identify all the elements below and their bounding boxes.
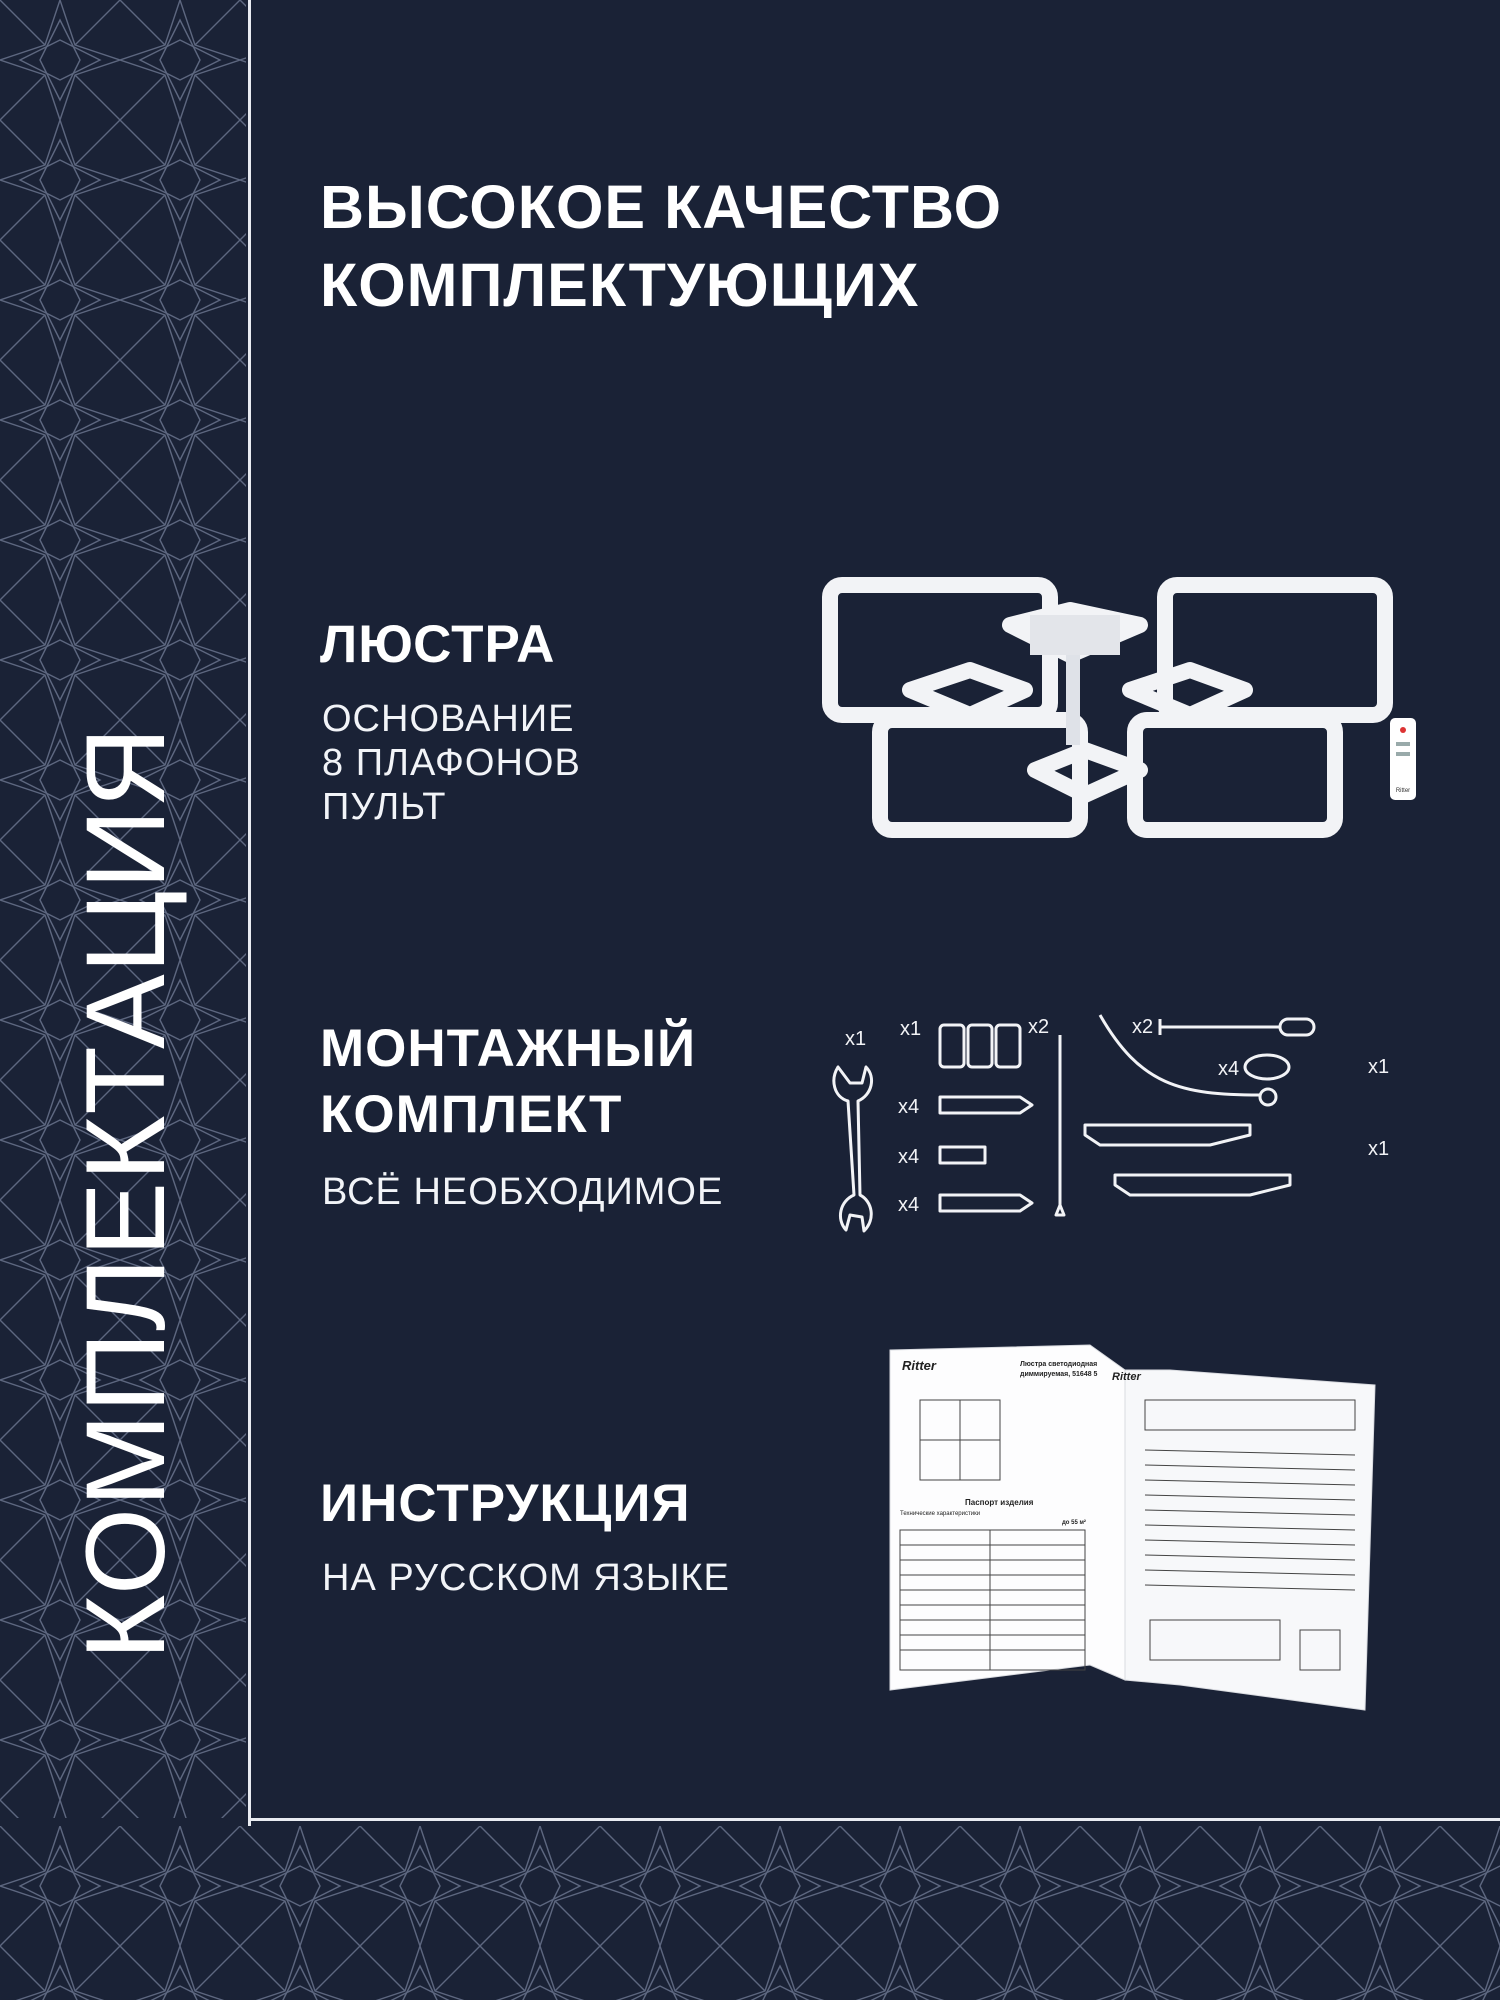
washer-icon (1245, 1055, 1289, 1079)
bracket-icon-2 (1115, 1175, 1290, 1195)
qty-tie: x2 (1028, 1016, 1050, 1038)
side-title: КОМПЛЕКТАЦИЯ (63, 726, 188, 1660)
qty-wrench: x1 (845, 1028, 867, 1050)
manual-left-page (890, 1345, 1125, 1690)
qty-bracket: x1 (1368, 1138, 1390, 1160)
remote-brand-label: Ritter (1395, 788, 1411, 794)
headline-line-2: КОМПЛЕКТУЮЩИХ (320, 251, 920, 319)
manual-area: до 55 м² (1062, 1520, 1086, 1526)
mounting-kit-illustration (820, 1005, 1420, 1245)
qty-hook: x2 (1132, 1016, 1154, 1038)
qty-long-screw: x4 (898, 1096, 920, 1118)
section-chandelier-title: ЛЮСТРА (320, 615, 556, 674)
qty-dowel: x4 (898, 1194, 920, 1216)
section-manual-title: ИНСТРУКЦИЯ (320, 1474, 691, 1533)
star-pattern-bottom (0, 1826, 1500, 2000)
manual-booklet-illustration (880, 1340, 1380, 1730)
headline-line-1: ВЫСОКОЕ КАЧЕСТВО (320, 173, 1003, 241)
short-screw-icon (940, 1147, 985, 1163)
manual-specs-label: Технические характеристики (900, 1511, 981, 1517)
qty-short-screw: x4 (898, 1146, 920, 1168)
vertical-divider (248, 0, 251, 1826)
wrench-icon (834, 1067, 872, 1231)
chandelier-stem (1066, 655, 1080, 745)
manual-left-title-2: диммируемая, 51648 5 (1020, 1371, 1098, 1378)
chandelier-back-right-frame (1165, 585, 1385, 715)
section-chandelier-lines: ОСНОВАНИЕ 8 ПЛАФОНОВ ПУЛЬТ (322, 698, 581, 828)
hook-icon (1160, 1019, 1280, 1035)
cable-tie-icon (1056, 1035, 1064, 1215)
manual-passport: Паспорт изделия (965, 1498, 1034, 1507)
bracket-icon-1 (1085, 1125, 1250, 1145)
qty-washer: x4 (1218, 1058, 1240, 1080)
chandelier-front-right-frame (1135, 720, 1335, 830)
section-kit-title: МОНТАЖНЫЙ КОМПЛЕКТ (320, 1019, 697, 1144)
chandelier-base (1030, 615, 1120, 655)
remote-icon (1390, 718, 1416, 800)
manual-right-brand: Ritter (1112, 1371, 1141, 1383)
section-manual-lines: НА РУССКОМ ЯЗЫКЕ (322, 1557, 730, 1599)
qty-cable: x1 (1368, 1056, 1390, 1078)
long-screw-icon (940, 1097, 1032, 1113)
section-kit-lines: ВСЁ НЕОБХОДИМОЕ (322, 1171, 724, 1213)
manual-left-title: Люстра светодиодная (1020, 1361, 1098, 1368)
horizontal-divider (248, 1818, 1500, 1821)
qty-terminal: x1 (900, 1018, 922, 1040)
manual-left-brand: Ritter (902, 1358, 936, 1373)
headline (320, 168, 1002, 324)
dowel-icon (940, 1195, 1032, 1211)
chandelier-illustration (810, 570, 1420, 850)
terminal-block-icon (940, 1025, 1020, 1067)
